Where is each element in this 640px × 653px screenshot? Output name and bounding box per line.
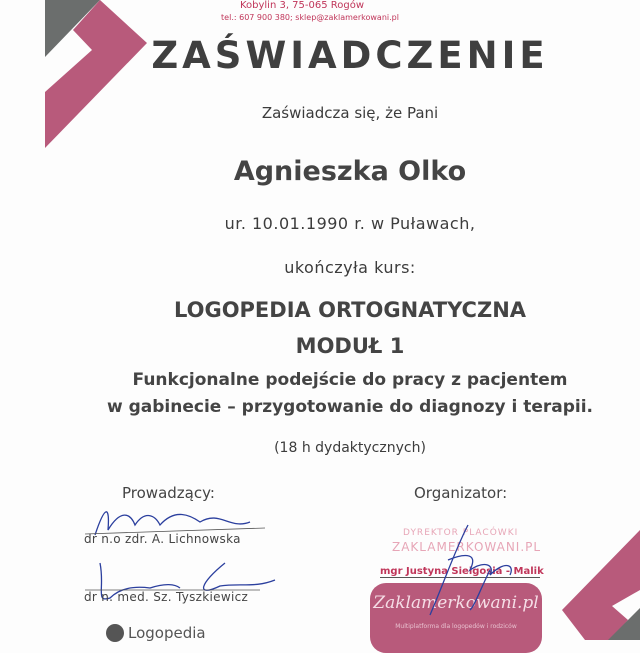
instructor-name-1: dr n.o zdr. A. Lichnowska xyxy=(84,532,241,546)
recipient-name: Agnieszka Olko xyxy=(233,156,467,187)
organizer-person: mgr Justyna Sieigosia - Malik xyxy=(380,566,544,577)
instructor-name-2: dr n. med. Sz. Tyszkiewicz xyxy=(84,590,249,604)
course-description-2: w gabinecie – przygotowanie do diagnozy i terapii. xyxy=(106,397,594,417)
logopedia-logo xyxy=(106,624,206,642)
course-module: MODUŁ 1 xyxy=(295,334,405,358)
course-hours: (18 h dydaktycznych) xyxy=(274,440,426,456)
page-title: ZAŚWIADCZENIE xyxy=(151,34,549,77)
logo-text: Zaklamerkowani.pl xyxy=(373,593,539,613)
course-description-1: Funkcjonalne podejście do pracy z pacjentem xyxy=(132,370,568,390)
completed-text: ukończyła kurs: xyxy=(284,258,416,277)
stamp-line-1: DYREKTOR PLACÓWKI xyxy=(403,528,519,538)
organizer-label: Organizator: xyxy=(414,484,508,502)
logopedia-logo-text: Logopedia xyxy=(128,624,206,642)
birth-info: ur. 10.01.1990 r. w Puławach, xyxy=(224,214,476,233)
signature-organizer xyxy=(400,520,530,630)
intro-text: Zaświadcza się, że Pani xyxy=(261,104,439,122)
logopedia-logo-icon xyxy=(106,624,124,642)
header-contact: tel.: 607 900 380; sklep@zaklamerkowani.pl xyxy=(221,13,399,22)
stamp-line-2: ZAKLAMERKOWANI.PL xyxy=(392,540,542,554)
instructors-label: Prowadzący: xyxy=(122,484,215,502)
course-name: LOGOPEDIA ORTOGNATYCZNA xyxy=(173,298,527,322)
logo-subtitle: Multiplatforma dla logopedów i rodziców xyxy=(395,623,517,630)
header-address: Kobylin 3, 75-065 Rogów xyxy=(239,0,365,11)
